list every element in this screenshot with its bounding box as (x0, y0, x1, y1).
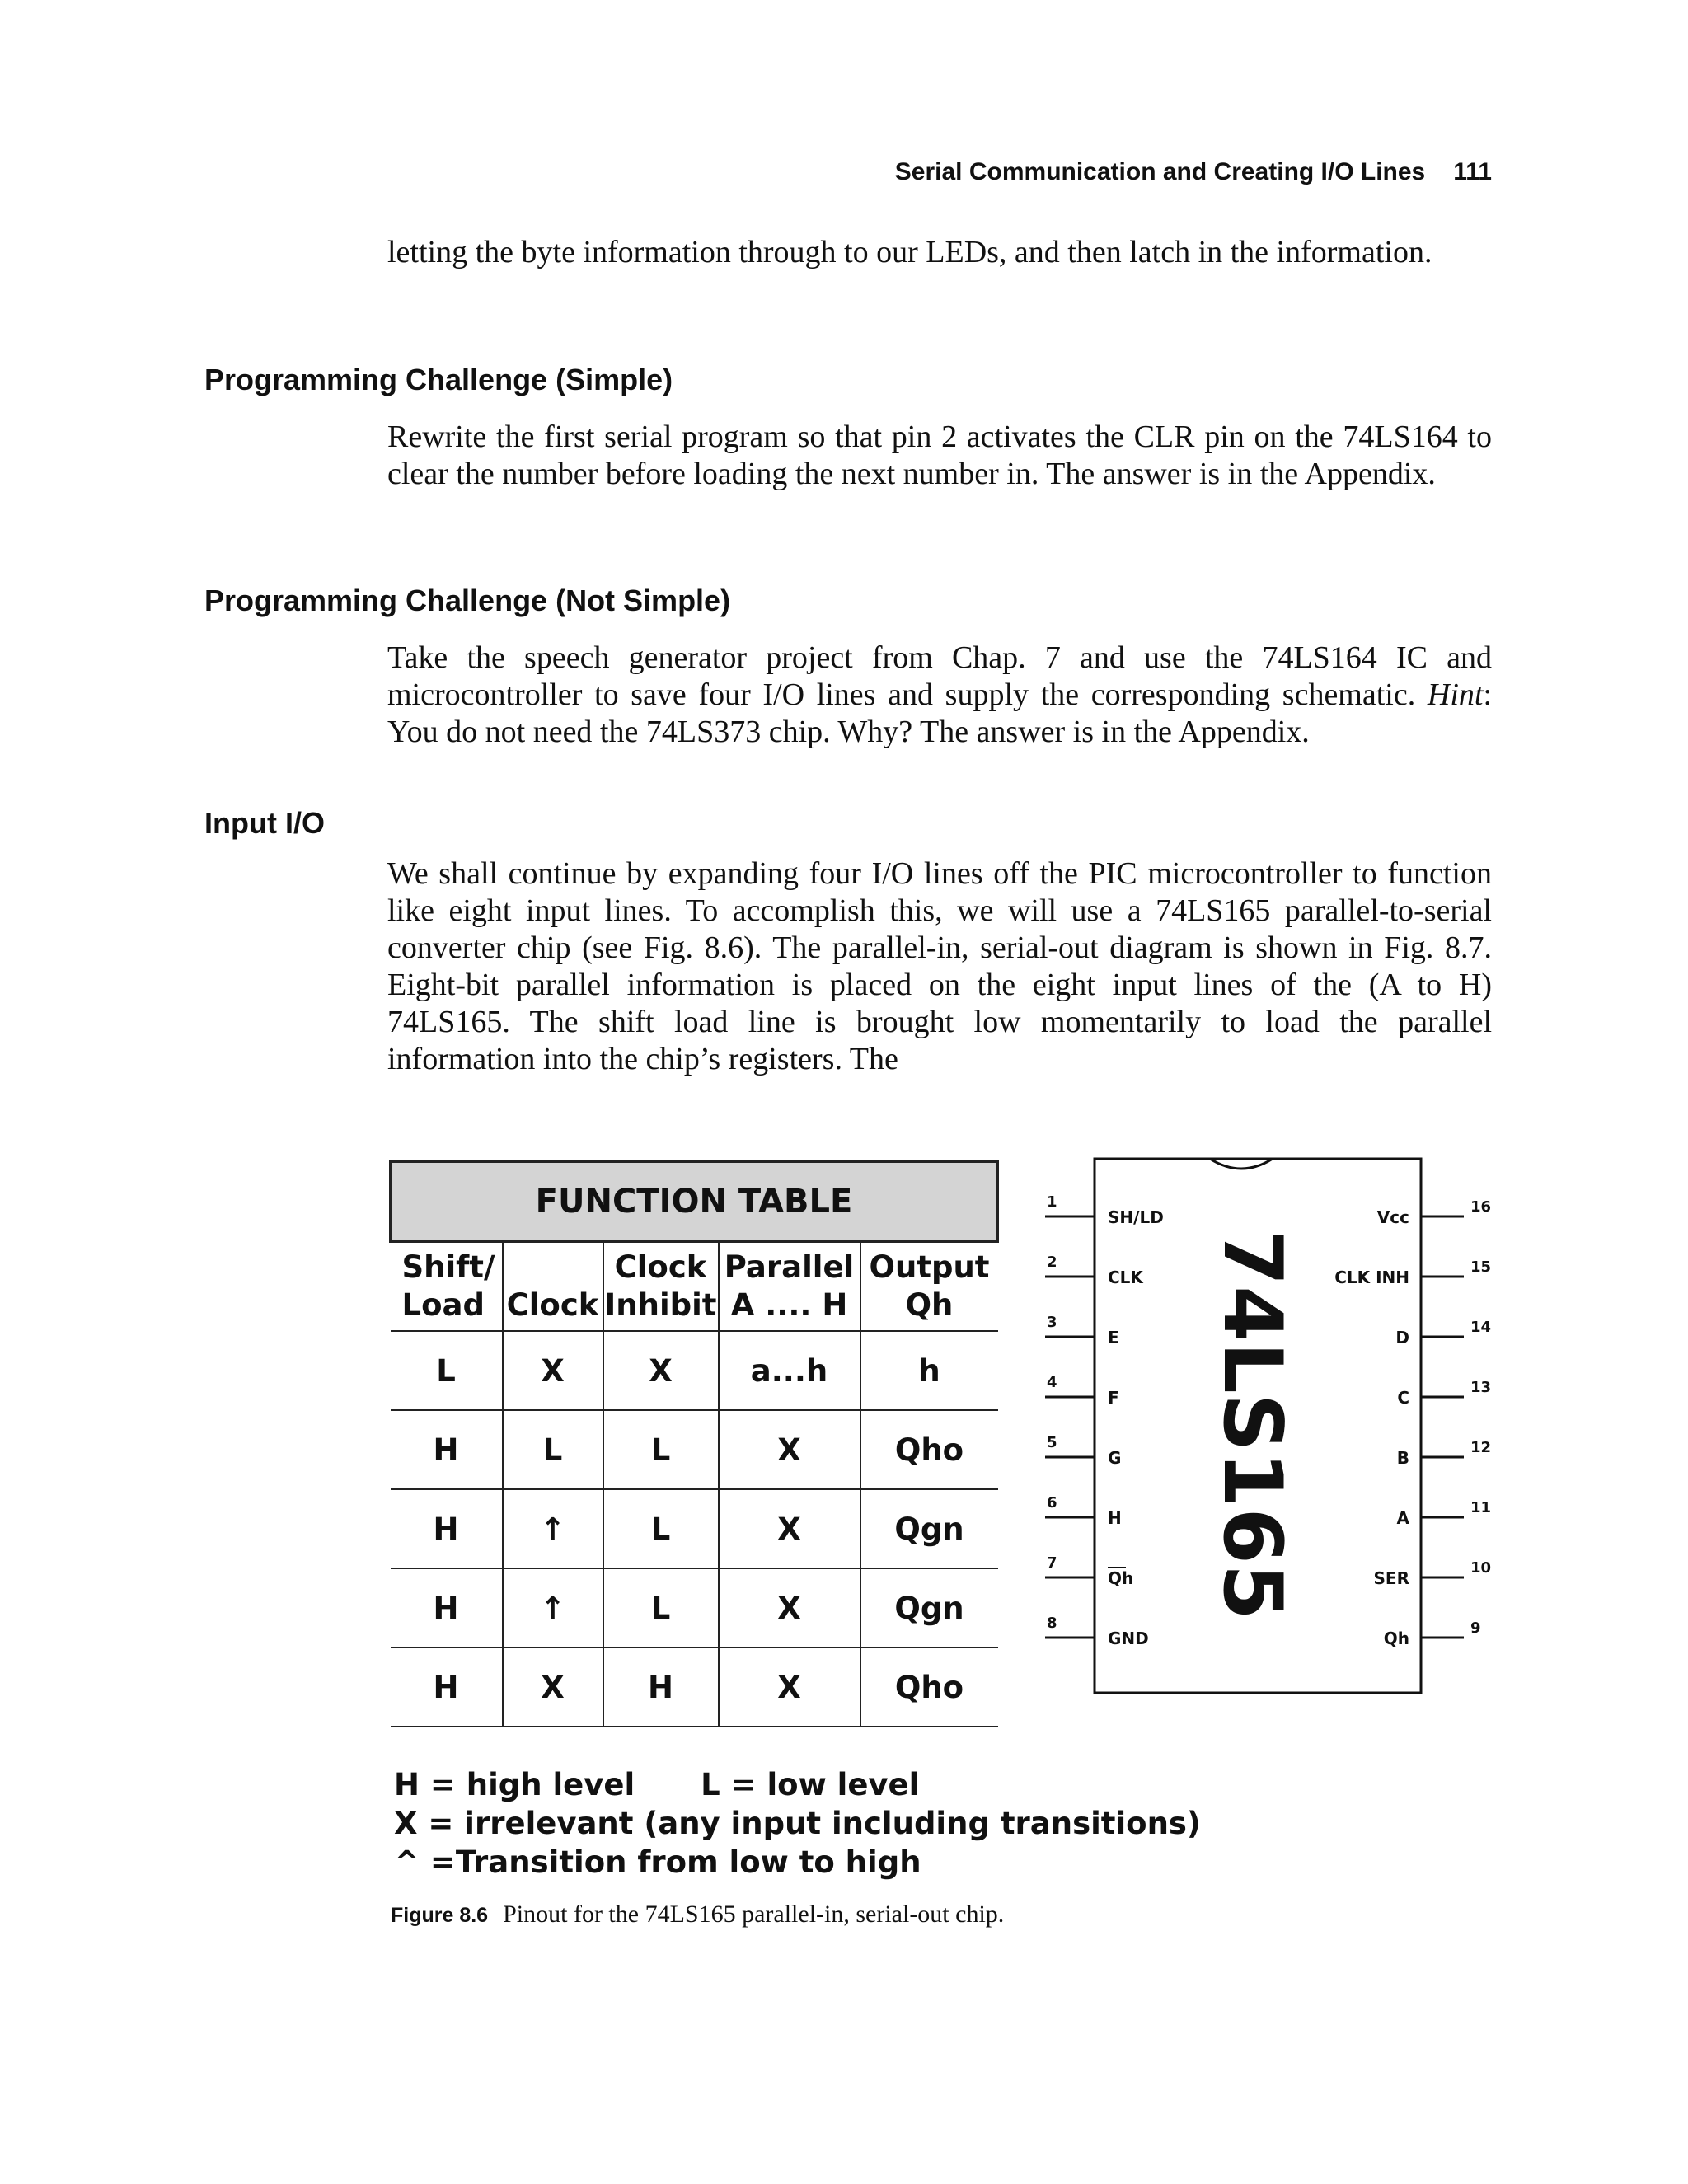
pin-label: Vcc (1376, 1207, 1409, 1227)
table-cell: X (503, 1331, 603, 1410)
table-cell: Qgn (860, 1489, 998, 1568)
table-row (391, 1647, 998, 1727)
pin-number: 12 (1470, 1439, 1492, 1456)
table-cell: X (503, 1647, 603, 1727)
pin-label: G (1108, 1448, 1122, 1468)
paragraph-continued: letting the byte information through to our LEDs, and then latch in the information. (387, 235, 1432, 269)
table-cell: L (603, 1568, 719, 1647)
running-head-title: Serial Communication and Creating I/O Lines (894, 158, 1426, 185)
header-shift-load: Shift/ Load (391, 1242, 503, 1332)
figure-label: Figure 8.6 (391, 1904, 489, 1927)
pin-number: 13 (1470, 1379, 1492, 1396)
legend-transition: ^ =Transition from low to high (394, 1844, 921, 1880)
pin-label: C (1397, 1388, 1409, 1408)
pin-label: Qh (1108, 1568, 1134, 1588)
pin-number: 11 (1470, 1499, 1492, 1516)
table-cell: H (391, 1568, 503, 1647)
pin-number: 2 (1047, 1254, 1057, 1271)
table-cell: X (719, 1489, 860, 1568)
figure-caption (391, 1900, 1004, 1929)
paragraph-text: : You do not need the 74LS373 chip. Why? The answer is in the Appendix. (387, 677, 1492, 749)
pin-label: SH/LD (1108, 1207, 1164, 1227)
heading-challenge-simple: Programming Challenge (Simple) (204, 363, 673, 396)
table-cell: ↑ (503, 1568, 603, 1647)
table-cell: H (391, 1489, 503, 1568)
pin-number: 3 (1047, 1314, 1057, 1331)
legend-line (394, 1765, 1201, 1804)
table-cell: Qgn (860, 1568, 998, 1647)
legend-high: H = high level (394, 1767, 635, 1802)
pin-number: 4 (1047, 1374, 1057, 1391)
pin-number: 6 (1047, 1494, 1057, 1511)
heading-input-io: Input I/O (204, 806, 325, 840)
pin-label: B (1396, 1448, 1409, 1468)
pin-label: D (1395, 1328, 1409, 1347)
paragraph-input-io: We shall continue by expanding four I/O lines off the PIC microcontroller to function like eight input lines. To accomplish this, we will use a 74LS165 parallel-to-serial converter chip (see Fig. 8.6). The parallel-in, serial-out diagram is shown in Fig. 8.7. Eight-bit parallel information is placed on the eight input lines of the (A to H) 74LS165. The shift load line is brought low momentarily to load the parallel information into the chip’s registers. The (387, 856, 1492, 1076)
header-clock-inhibit: Clock Inhibit (603, 1242, 719, 1332)
paragraph-text: Take the speech generator project from Chap. 7 and use the 74LS164 IC and microcontroller to save four I/O lines and supply the corresponding schematic. (387, 640, 1492, 712)
table-cell: Qho (860, 1647, 998, 1727)
pin-label: GND (1108, 1629, 1149, 1648)
pin-number: 1 (1047, 1193, 1057, 1211)
pin-label: E (1108, 1328, 1119, 1347)
pin-label: CLK (1108, 1268, 1143, 1287)
table-cell: X (603, 1331, 719, 1410)
table-cell: L (603, 1489, 719, 1568)
table-cell: L (503, 1410, 603, 1489)
pin-number: 14 (1470, 1319, 1492, 1336)
table-cell: L (391, 1331, 503, 1410)
paragraph-challenge-not-simple (387, 640, 1492, 751)
table-row (391, 1568, 998, 1647)
table-row (391, 1410, 998, 1489)
running-head (824, 158, 1492, 186)
page-number: 111 (1453, 158, 1492, 185)
legend-low: L = low level (701, 1767, 920, 1802)
table-cell: H (391, 1647, 503, 1727)
legend (394, 1765, 1201, 1882)
table-cell: X (719, 1568, 860, 1647)
pin-label: SER (1373, 1568, 1409, 1588)
table-row (391, 1489, 998, 1568)
pin-number: 9 (1470, 1619, 1481, 1637)
figure-caption-text: Pinout for the 74LS165 parallel-in, serial-out chip. (503, 1900, 1005, 1928)
header-clock: Clock (503, 1242, 603, 1332)
table-row (391, 1331, 998, 1410)
header-output: Output Qh (860, 1242, 998, 1332)
pin-number: 8 (1047, 1615, 1057, 1632)
table-cell: L (603, 1410, 719, 1489)
pin-number: 5 (1047, 1434, 1057, 1451)
pin-label: H (1108, 1508, 1122, 1528)
pin-number: 10 (1470, 1559, 1492, 1577)
chip-pinout-diagram (1045, 1154, 1507, 1706)
function-table (389, 1160, 999, 1703)
function-table-title: FUNCTION TABLE (391, 1162, 998, 1242)
table-cell: X (719, 1647, 860, 1727)
header-parallel: Parallel A .... H (719, 1242, 860, 1332)
table-cell: h (860, 1331, 998, 1410)
function-table-header-row (391, 1242, 998, 1332)
table-cell: a...h (719, 1331, 860, 1410)
pin-number: 15 (1470, 1258, 1492, 1276)
table-cell: X (719, 1410, 860, 1489)
pin-number: 16 (1470, 1198, 1492, 1216)
pin-number: 7 (1047, 1554, 1057, 1572)
chip-name: 74LS165 (1205, 1230, 1299, 1620)
heading-challenge-not-simple: Programming Challenge (Not Simple) (204, 583, 731, 617)
pin-label: CLK INH (1334, 1268, 1409, 1287)
hint-label: Hint (1427, 677, 1484, 712)
function-table-grid (389, 1160, 999, 1727)
table-cell: H (603, 1647, 719, 1727)
table-cell: ↑ (503, 1489, 603, 1568)
table-cell: H (391, 1410, 503, 1489)
pin-label: F (1108, 1388, 1119, 1408)
paragraph-challenge-simple: Rewrite the first serial program so that pin 2 activates the CLR pin on the 74LS164 to clear the number before loading the next number in. The answer is in the Appendix. (387, 419, 1492, 491)
pin-label: A (1396, 1508, 1409, 1528)
legend-irrelevant: X = irrelevant (any input including transitions) (394, 1806, 1201, 1841)
table-cell: Qho (860, 1410, 998, 1489)
pin-label: Qh (1383, 1629, 1409, 1648)
